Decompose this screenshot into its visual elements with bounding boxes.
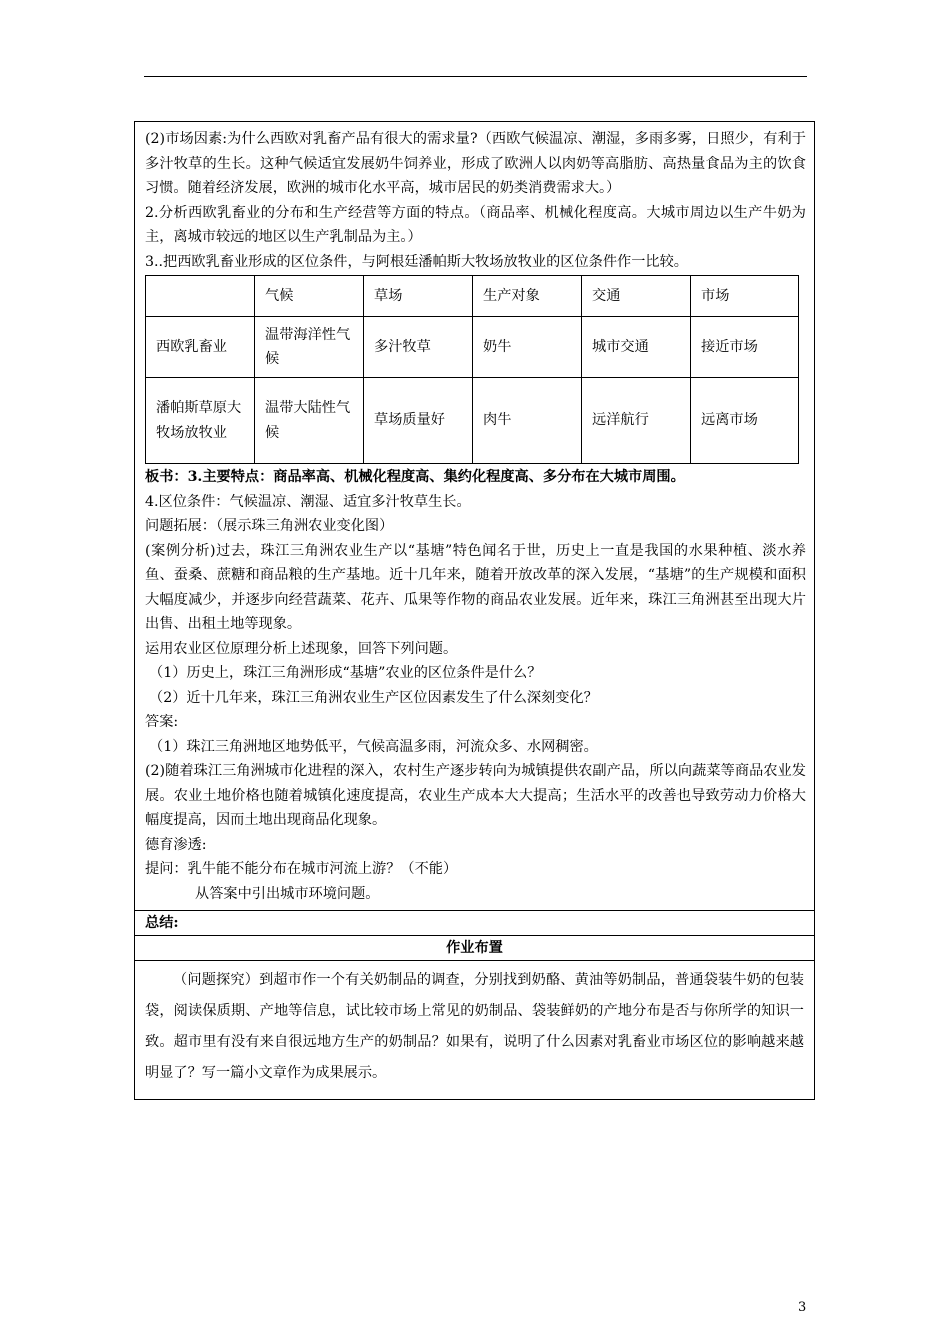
expand-title: 问题拓展：（展示珠三角洲农业变化图） [145, 518, 394, 534]
header-cell-grassland: 草场 [364, 276, 473, 317]
location-conditions: 4.区位条件：气候温凉、潮湿、适宜多汁牧草生长。 [145, 493, 471, 510]
ask-1: （1）历史上，珠江三角洲形成“基塘”农业的区位条件是什么？ [149, 665, 542, 681]
page-number: 3 [798, 1300, 807, 1315]
moral-answer: 从答案中引出城市环境问题。 [195, 885, 380, 902]
case-analysis: (案例分析)过去，珠江三角洲农业生产以“基塘”特色闻名于世，历史上一直是我国的水果种植、淡水养鱼、蚕桑、蔗糖和商品粮的生产基地。近十几年来，随着开放改革的深入发展，“基塘”的生产规模和面积大幅度减少，并逐步向经营蔬菜、花卉、瓜果等作物的商品农业发展。近年来，珠江三角洲甚至出现大片出售、出租土地等现象。 [145, 542, 806, 632]
question-3: 3..把西欧乳畜业形成的区位条件，与阿根廷潘帕斯大牧场放牧业的区位条件作一比较。 [145, 253, 688, 270]
header-cell-product: 生产对象 [473, 276, 582, 317]
answer-2: (2)随着珠江三角洲城市化进程的深入，农村生产逐步转向为城镇提供农副产品，所以向蔬菜等商品农业发展。农业土地价格也随着城镇化速度提高，农业生产成本大大提高；生活水平的改善也导致劳动力价格大幅度提高，因而土地出现商品化现象。 [145, 763, 806, 828]
apply-instruction: 运用农业区位原理分析上述现象，回答下列问题。 [145, 640, 458, 657]
comparison-header-row [146, 276, 799, 317]
answer-label: 答案: [145, 714, 179, 730]
cell-grassland: 草场质量好 [364, 378, 473, 464]
cell-climate: 温带大陆性气候 [255, 378, 364, 464]
header-cell-transport: 交通 [582, 276, 691, 317]
header-cell-empty [146, 276, 255, 317]
comparison-row-pampas [146, 378, 799, 464]
lesson-table [134, 121, 815, 1100]
header-rule [144, 76, 807, 77]
homework-title: 作业布置 [135, 935, 814, 960]
row-label: 潘帕斯草原大牧场放牧业 [146, 378, 255, 464]
ask-2: （2）近十几年来，珠江三角洲农业生产区位因素发生了什么深刻变化？ [149, 689, 598, 706]
summary-label: 总结: [135, 910, 814, 935]
board-summary: 板书：3.主要特点：商品率高、机械化程度高、集约化程度高、多分布在大城市周围。 [145, 469, 685, 485]
header-cell-market: 市场 [691, 276, 799, 317]
header-cell-climate: 气候 [255, 276, 364, 317]
question-2: 2.分析西欧乳畜业的分布和生产经营等方面的特点。（商品率、机械化程度高。大城市周边以生产牛奶为主，离城市较远的地区以生产乳制品为主。） [145, 204, 806, 245]
cell-product: 奶牛 [473, 317, 582, 378]
cell-grassland: 多汁牧草 [364, 317, 473, 378]
moral-question: 提问：乳牛能不能分布在城市河流上游？（不能） [145, 861, 458, 877]
cell-product: 肉牛 [473, 378, 582, 464]
market-factor-paragraph: (2)市场因素:为什么西欧对乳畜产品有很大的需求量?（西欧气候温凉、潮湿，多雨多雾，日照少，有利于多汁牧草的生长。这种气候适宜发展奶牛饲养业，形成了欧洲人以肉奶等高脂肪、高热量食品为主的饮食习惯。随着经济发展，欧洲的城市化水平高，城市居民的奶类消费需求大。） [145, 131, 806, 196]
cell-climate: 温带海洋性气候 [255, 317, 364, 378]
row-label: 西欧乳畜业 [146, 317, 255, 378]
lesson-content-cell [135, 122, 814, 910]
moral-label: 德育渗透: [145, 836, 207, 853]
answer-1: （1）珠江三角洲地区地势低平，气候高温多雨，河流众多、水网稠密。 [149, 738, 598, 755]
homework-body: （问题探究）到超市作一个有关奶制品的调查，分别找到奶酪、黄油等奶制品，普通袋装牛奶的包装袋，阅读保质期、产地等信息，试比较市场上常见的奶制品、袋装鲜奶的产地分布是否与你所学的知识一致。超市里有没有来自很远地方生产的奶制品？如果有，说明了什么因素对乳畜业市场区位的影响越来越明显了？写一篇小文章作为成果展示。 [135, 960, 814, 1099]
cell-transport: 远洋航行 [582, 378, 691, 464]
comparison-table [145, 275, 799, 464]
comparison-row-west-europe [146, 317, 799, 378]
cell-market: 远离市场 [691, 378, 799, 464]
cell-transport: 城市交通 [582, 317, 691, 378]
cell-market: 接近市场 [691, 317, 799, 378]
